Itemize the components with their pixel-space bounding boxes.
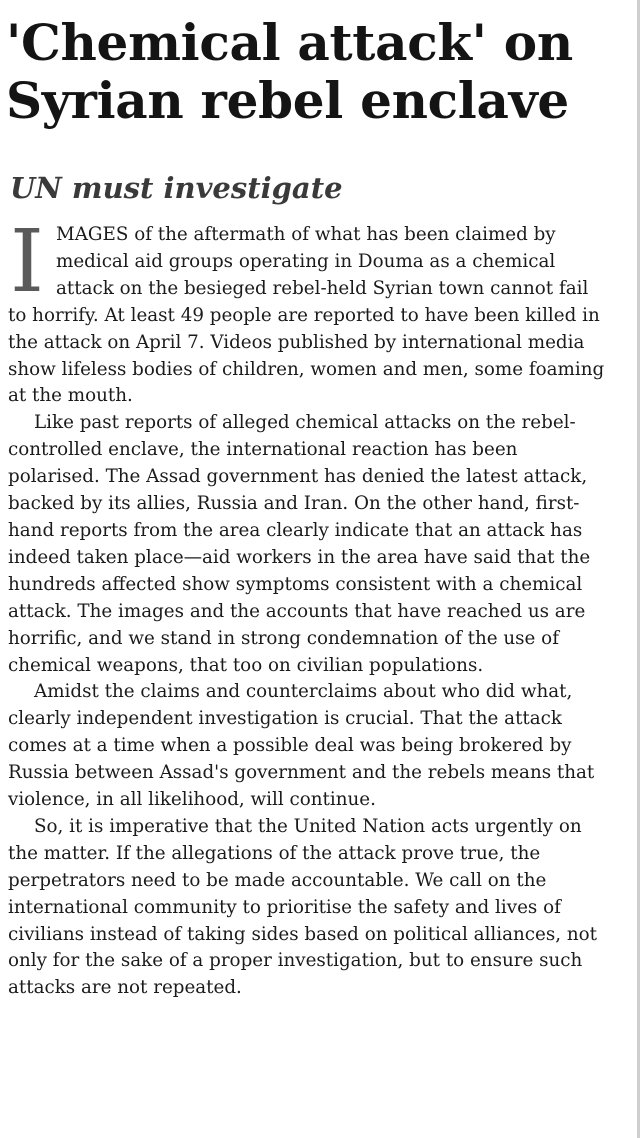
paragraph-1 [8,212,608,410]
article-body [8,212,608,1002]
headline: 'Chemical attack' on Syrian rebel enclave [6,13,573,130]
paragraph-2: Like past reports of alleged chemical attacks on the rebel-controlled enclave, the international reaction has been polarised. The Assad government has denied the latest attack, backed by its allies, Russia and Iran. On the other hand, first-hand reports from the area clearly indicate that an attack has indeed taken place—aid workers in the area have said that the hundreds affected show symptoms consistent with a chemical attack. The images and the accounts that have reached us are horrific, and we stand in strong condemnation of the use of chemical weapons, that too on civilian populations. [8,412,591,676]
drop-cap: I [10,212,44,312]
subheadline: UN must investigate [10,171,343,205]
paragraph-3: Amidst the claims and counterclaims about who did what, clearly independent investigation is crucial. That the attack comes at a time when a possible deal was being brokered by Russia between Assad's government and the rebels means that violence, in all likelihood, will continue. [8,681,595,811]
paragraph-1-text: MAGES of the aftermath of what has been claimed by medical aid groups operating in Douma as a chemical attack on the besieged rebel-held Syrian town cannot fail to horrify. At least 49 people are reported to have been killed in the attack on April 7. Videos published by international media show lifeless bodies of children, women and men, some foaming at the mouth. [8,224,605,407]
paragraph-4: So, it is imperative that the United Nation acts urgently on the matter. If the allegations of the attack prove true, the perpetrators need to be made accountable. We call on the international community to prioritise the safety and lives of civilians instead of taking sides based on political alliances, not only for the sake of a proper investigation, but to ensure such attacks are not repeated. [8,815,597,999]
